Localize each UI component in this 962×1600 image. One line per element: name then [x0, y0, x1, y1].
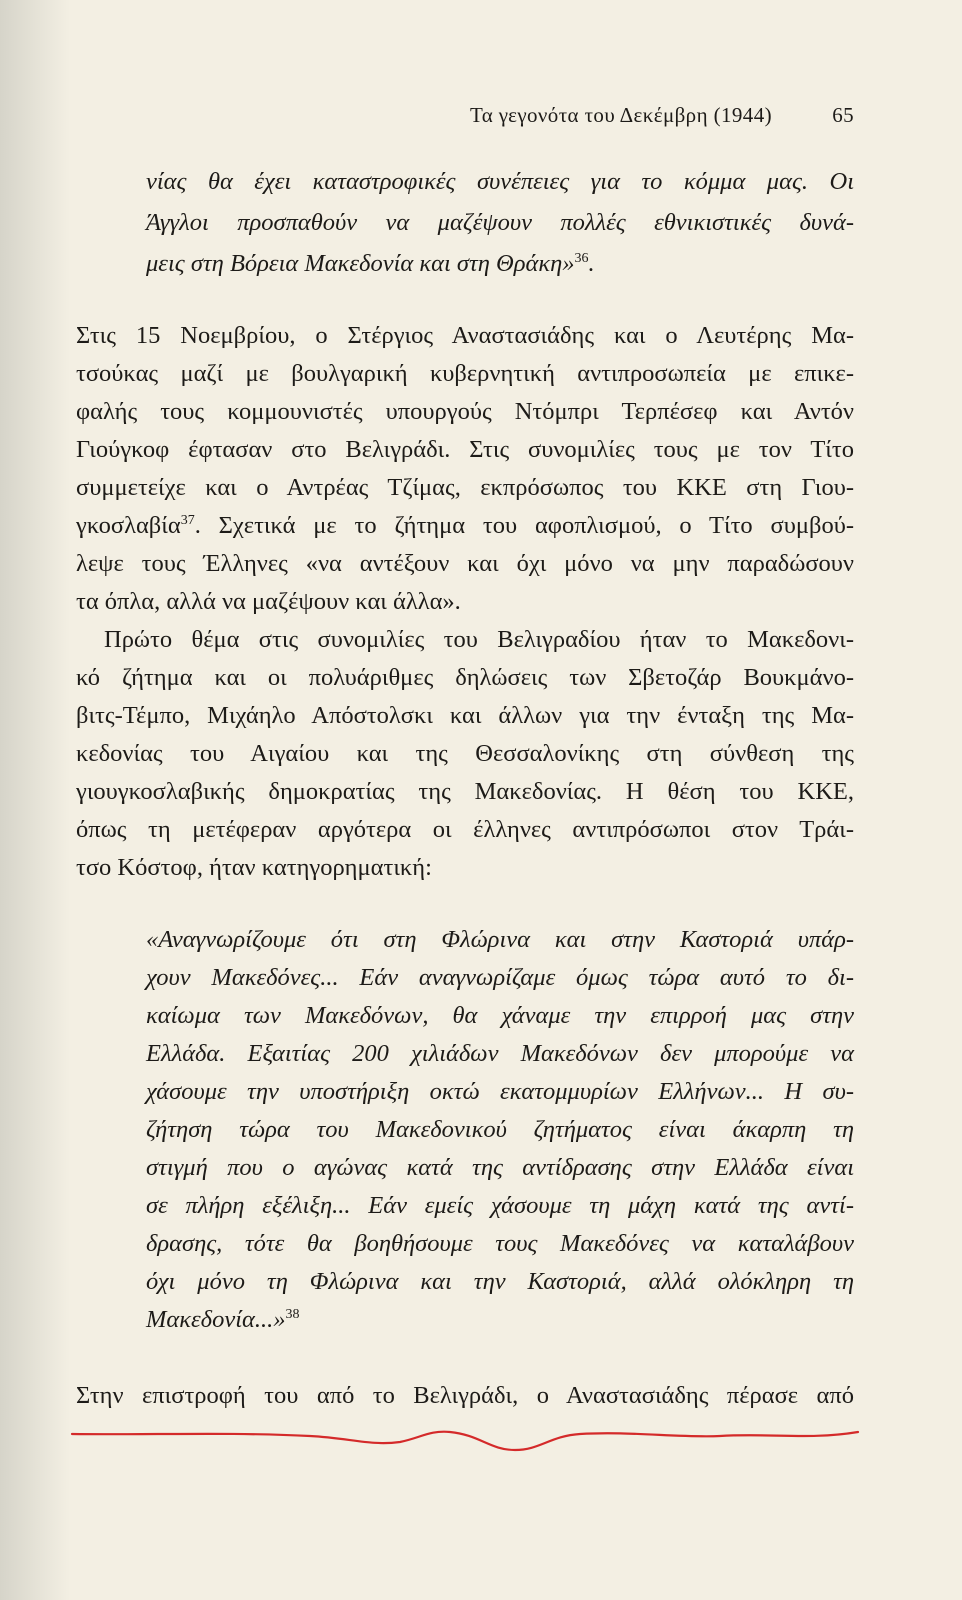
quote-main-last-text: Μακεδονία...»	[146, 1306, 286, 1333]
red-underline-mark	[70, 1424, 860, 1454]
para1-line: Στις 15 Νοεμβρίου, ο Στέργιος Αναστασιάδης και ο Λευτέρης Μα-	[76, 322, 854, 349]
para2-line: γιουγκοσλαβικής δημοκρατίας της Μακεδονίας. Η θέση του ΚΚΕ,	[76, 778, 854, 805]
quote-top-last-tail: .	[588, 250, 595, 277]
para2-line-first: Πρώτο θέμα στις συνομιλίες του Βελιγραδίου ήταν το Μακεδονι-	[104, 626, 854, 653]
quote-main-line: στιγμή που ο αγώνας κατά της αντίδρασης στην Ελλάδα είναι	[146, 1154, 854, 1181]
para2-line: κό ζήτημα και οι πολυάριθμες δηλώσεις των Σβετοζάρ Βουκμάνο-	[76, 664, 854, 691]
running-head	[0, 103, 962, 133]
footnote-ref-37: 37	[180, 513, 195, 528]
quote-main-line-last	[146, 1306, 300, 1334]
quote-top-line-last	[146, 250, 595, 278]
para3-line: Στην επιστροφή του από το Βελιγράδι, ο Αναστασιάδης πέρασε από	[76, 1382, 854, 1409]
quote-main-line: σε πλήρη εξέλιξη... Εάν εμείς χάσουμε τη μάχη κατά της αντί-	[146, 1192, 854, 1219]
para2-line: βιτς-Τέμπο, Μιχάηλο Απόστολσκι και άλλων για την ένταξη της Μα-	[76, 702, 854, 729]
para1-note-pre: γκοσλαβία	[76, 512, 181, 539]
quote-main-line: ζήτηση τώρα του Μακεδονικού ζητήματος είναι άκαρπη τη	[146, 1116, 854, 1143]
running-head-title: Τα γεγονότα του Δεκέμβρη (1944)	[469, 103, 772, 127]
para1-line: λεψε τους Έλληνες «να αντέξουν και όχι μόνο να μην παραδώσουν	[76, 550, 854, 577]
para1-line: Γιούγκοφ έφτασαν στο Βελιγράδι. Στις συνομιλίες τους με τον Τίτο	[76, 436, 854, 463]
page-number: 65	[832, 103, 854, 127]
red-underline-path	[72, 1432, 858, 1450]
quote-main-line: δρασης, τότε θα βοηθήσουμε τους Μακεδόνες να καταλάβουν	[146, 1230, 854, 1257]
para2-line: κεδονίας του Αιγαίου και της Θεσσαλονίκης στη σύνθεση της	[76, 740, 854, 767]
para1-line-note	[76, 512, 854, 540]
quote-top-line: Άγγλοι προσπαθούν να μαζέψουν πολλές εθνικιστικές δυνά-	[146, 209, 854, 236]
footnote-ref-38: 38	[285, 1307, 300, 1322]
page-edge-shadow	[0, 0, 70, 1600]
para2-line-last: τσο Κόστοφ, ήταν κατηγορηματική:	[76, 854, 432, 881]
quote-main-line: καίωμα των Μακεδόνων, θα χάναμε την επιρροή μας στην	[146, 1002, 854, 1029]
para1-line: συμμετείχε και ο Αντρέας Τζίμας, εκπρόσωπος του ΚΚΕ στη Γιου-	[76, 474, 854, 501]
para2-line: όπως τη μετέφεραν αργότερα οι έλληνες αντιπρόσωποι στον Τράι-	[76, 816, 854, 843]
para1-note-post: . Σχετικά με το ζήτημα του αφοπλισμού, ο Τίτο συμβού-	[194, 512, 854, 539]
quote-main-line: χάσουμε την υποστήριξη οκτώ εκατομμυρίων Ελλήνων... Η συ-	[146, 1078, 854, 1105]
quote-main-line: «Αναγνωρίζουμε ότι στη Φλώρινα και στην Καστοριά υπάρ-	[146, 926, 854, 953]
quote-main-line: όχι μόνο τη Φλώρινα και την Καστοριά, αλλά ολόκληρη τη	[146, 1268, 854, 1295]
quote-main-line: Ελλάδα. Εξαιτίας 200 χιλιάδων Μακεδόνων δεν μπορούμε να	[146, 1040, 854, 1067]
footnote-ref-36: 36	[574, 251, 589, 266]
quote-main-line: χουν Μακεδόνες... Εάν αναγνωρίζαμε όμως τώρα αυτό το δι-	[146, 964, 854, 991]
para1-line: φαλής τους κομμουνιστές υπουργούς Ντόμπρι Τερπέσεφ και Αντόν	[76, 398, 854, 425]
quote-top-line: νίας θα έχει καταστροφικές συνέπειες για το κόμμα μας. Οι	[146, 168, 854, 195]
para1-line: τσούκας μαζί με βουλγαρική κυβερνητική αντιπροσωπεία με επικε-	[76, 360, 854, 387]
quote-top-last-text: μεις στη Βόρεια Μακεδονία και στη Θράκη»	[146, 250, 575, 277]
para1-line-last: τα όπλα, αλλά να μαζέψουν και άλλα».	[76, 588, 461, 615]
